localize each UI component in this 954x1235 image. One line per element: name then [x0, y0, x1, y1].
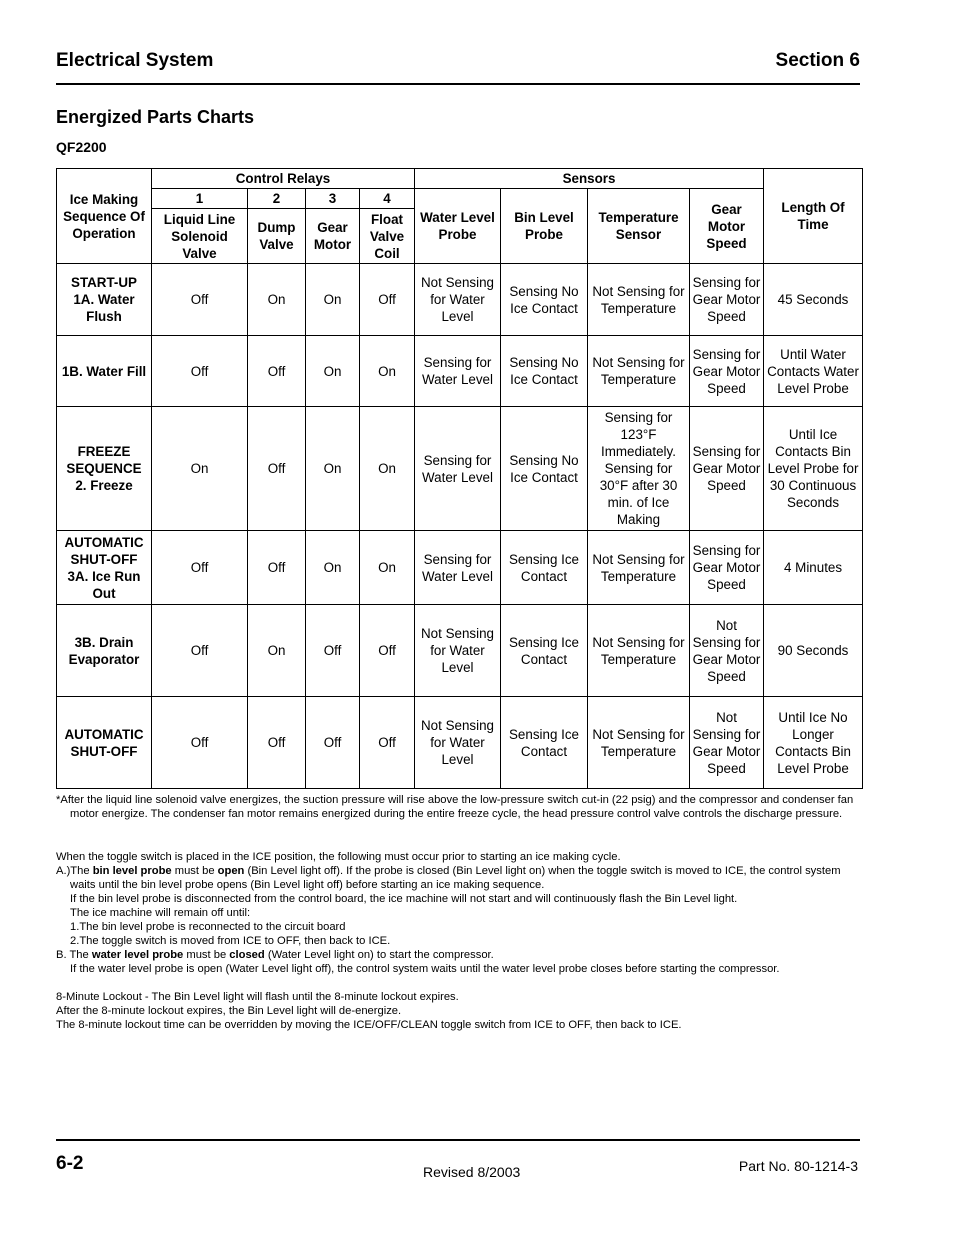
relay-state: Off: [306, 605, 360, 697]
relay-state: Off: [152, 531, 248, 605]
section-number: Section 6: [775, 50, 860, 71]
page-title: Energized Parts Charts: [56, 107, 255, 127]
relay-state: On: [152, 407, 248, 531]
sensor-state: Not Sensing for Gear Motor Speed: [690, 605, 764, 697]
header-length-of-time: Length Of Time: [764, 169, 863, 264]
sequence-cell: [57, 697, 152, 789]
relay-state: On: [360, 336, 415, 407]
sensor-state: Not Sensing for Water Level: [415, 697, 501, 789]
stage-line: 3A. Ice Run Out: [67, 568, 141, 601]
relay-state: Off: [248, 407, 306, 531]
note-a: [56, 864, 862, 892]
length-of-time: 4 Minutes: [764, 531, 863, 605]
intro-text: When the toggle switch is placed in the ICE position, the following must occur prior to starting an ice making cycle.: [56, 851, 621, 863]
lockout-line: The 8-minute lockout time can be overridden by moving the ICE/OFF/CLEAN toggle switch from ICE to OFF, then back to ICE.: [56, 1019, 682, 1031]
stage-line: FREEZE SEQUENCE: [66, 444, 142, 476]
stage-line: AUTOMATIC SHUT-OFF: [64, 534, 144, 567]
operation-notes: [56, 850, 862, 976]
relay-state: Off: [360, 264, 415, 336]
sensor-state: Sensing Ice Contact: [501, 605, 588, 697]
sequence-cell: [57, 531, 152, 605]
header-control-relays: Control Relays: [152, 169, 415, 189]
sensor-state: Sensing No Ice Contact: [501, 264, 588, 336]
sensor-header: Gear Motor Speed: [690, 189, 764, 264]
footer-rule: [56, 1139, 860, 1141]
note-b-bold: closed: [229, 949, 265, 961]
relay-number: 3: [306, 189, 360, 209]
sensor-state: Not Sensing for Water Level: [415, 605, 501, 697]
energized-parts-table: [56, 168, 863, 789]
page-number: 6-2: [56, 1153, 84, 1174]
stage-line: AUTOMATIC SHUT-OFF: [64, 726, 144, 759]
sensor-header: Water Level Probe: [415, 189, 501, 264]
lockout-line: 8-Minute Lockout - The Bin Level light will flash until the 8-minute lockout expires.: [56, 991, 459, 1003]
stage-line: 1B. Water Fill: [61, 363, 147, 379]
note-a-bold: open: [217, 865, 245, 877]
length-of-time: Until Ice Contacts Bin Level Probe for 30 Continuous Seconds: [764, 407, 863, 531]
note-a-line: 2.The toggle switch is moved from ICE to OFF, then back to ICE.: [70, 935, 391, 947]
relay-state: Off: [360, 697, 415, 789]
relay-state: On: [360, 407, 415, 531]
note-b-prefix: B. The: [56, 949, 92, 961]
sensor-state: Sensing for 123°F Immediately. Sensing for 30°F after 30 min. of Ice Making: [588, 407, 690, 531]
sensor-state: Not Sensing for Water Level: [415, 264, 501, 336]
sensor-state: Sensing for Gear Motor Speed: [690, 336, 764, 407]
relay-header: Dump Valve: [248, 209, 306, 264]
footnote: [56, 793, 862, 821]
sensor-state: Not Sensing for Temperature: [588, 531, 690, 605]
sensor-state: Sensing for Water Level: [415, 336, 501, 407]
relay-number: 4: [360, 189, 415, 209]
sensor-state: Sensing for Water Level: [415, 531, 501, 605]
relay-state: On: [306, 531, 360, 605]
length-of-time: Until Ice No Longer Contacts Bin Level Probe: [764, 697, 863, 789]
note-b: [56, 948, 862, 962]
revision-date: Revised 8/2003: [423, 1164, 521, 1180]
sensor-state: Sensing No Ice Contact: [501, 336, 588, 407]
stage-line: START-UP: [71, 275, 137, 290]
sensor-state: Sensing for Gear Motor Speed: [690, 264, 764, 336]
table-row: [57, 697, 863, 789]
relay-state: Off: [306, 697, 360, 789]
length-of-time: Until Water Contacts Water Level Probe: [764, 336, 863, 407]
relay-header: Gear Motor: [306, 209, 360, 264]
note-a-prefix: A.)The: [56, 865, 93, 877]
footnote-text: *After the liquid line solenoid valve energizes, the suction pressure will rise above the low-pressure switch cut-in (22 psig) and the compressor and condenser fan motor energize. The condenser fan motor remains energized during the entire freeze cycle, the head pressure control valve controls the discharge pressure.: [56, 794, 854, 820]
table-row: [57, 336, 863, 407]
note-b-line: If the water level probe is open (Water Level light off), the control system waits until the water level probe closes before starting the compressor.: [70, 963, 780, 975]
lockout-line: After the 8-minute lockout expires, the Bin Level light will de-energize.: [56, 1005, 402, 1017]
relay-state: On: [306, 264, 360, 336]
note-b-mid: must be: [183, 949, 230, 961]
note-a-text: (Bin Level light off). If the probe is closed (Bin Level light on) when the toggle switch is moved to ICE, the control system waits until the bin level probe opens (Bin Level light off) before starting an ice making sequence.: [70, 865, 841, 891]
relay-state: On: [248, 264, 306, 336]
model-label: QF2200: [56, 139, 107, 155]
relay-state: Off: [152, 697, 248, 789]
sequence-cell: [57, 264, 152, 336]
length-of-time: 45 Seconds: [764, 264, 863, 336]
sequence-cell: [57, 336, 152, 407]
relay-state: Off: [152, 336, 248, 407]
page-header: [56, 50, 860, 72]
sensor-state: Sensing for Gear Motor Speed: [690, 531, 764, 605]
sensor-state: Sensing for Gear Motor Speed: [690, 407, 764, 531]
header-sequence: Ice Making Sequence Of Operation: [57, 169, 152, 264]
header-rule: [56, 83, 860, 85]
sensor-state: Not Sensing for Temperature: [588, 336, 690, 407]
table-row: [57, 605, 863, 697]
note-a-mid: must be: [171, 865, 218, 877]
table-row: [57, 531, 863, 605]
sensor-state: Not Sensing for Temperature: [588, 605, 690, 697]
part-number: Part No. 80-1214-3: [738, 1158, 858, 1174]
length-of-time: 90 Seconds: [764, 605, 863, 697]
header-sensors: Sensors: [415, 169, 764, 189]
sensor-header: Bin Level Probe: [501, 189, 588, 264]
relay-state: On: [248, 605, 306, 697]
sensor-state: Sensing Ice Contact: [501, 697, 588, 789]
stage-line: 1A. Water Flush: [73, 292, 135, 324]
relay-state: On: [360, 531, 415, 605]
sensor-state: Not Sensing for Temperature: [588, 264, 690, 336]
relay-state: Off: [248, 697, 306, 789]
relay-header: Liquid Line Solenoid Valve: [152, 209, 248, 264]
note-a-line: The ice machine will remain off until:: [70, 907, 251, 919]
note-a-line: 1.The bin level probe is reconnected to the circuit board: [70, 921, 346, 933]
relay-state: On: [306, 407, 360, 531]
relay-header: Float Valve Coil: [360, 209, 415, 264]
sensor-state: Not Sensing for Temperature: [588, 697, 690, 789]
relay-state: Off: [360, 605, 415, 697]
lockout-notes: [56, 990, 862, 1032]
sensor-state: Sensing for Water Level: [415, 407, 501, 531]
relay-state: Off: [152, 605, 248, 697]
section-title: Electrical System: [56, 50, 214, 71]
relay-state: Off: [248, 531, 306, 605]
sensor-state: Sensing Ice Contact: [501, 531, 588, 605]
note-b-bold: water level probe: [91, 949, 184, 961]
sensor-header: Temperature Sensor: [588, 189, 690, 264]
table-row: [57, 264, 863, 336]
note-b-text: (Water Level light on) to start the compressor.: [264, 949, 494, 961]
relay-state: On: [306, 336, 360, 407]
relay-state: Off: [248, 336, 306, 407]
sensor-state: Sensing No Ice Contact: [501, 407, 588, 531]
stage-line: 3B. Drain Evaporator: [68, 634, 140, 667]
stage-line: 2. Freeze: [75, 478, 133, 493]
note-a-line: If the bin level probe is disconnected from the control board, the ice machine will not start and will continuously flash the Bin Level light.: [70, 893, 738, 905]
sequence-cell: [57, 605, 152, 697]
table-row: [57, 407, 863, 531]
relay-number: 1: [152, 189, 248, 209]
sensor-state: Not Sensing for Gear Motor Speed: [690, 697, 764, 789]
sequence-cell: [57, 407, 152, 531]
note-a-bold: bin level probe: [92, 865, 172, 877]
relay-number: 2: [248, 189, 306, 209]
relay-state: Off: [152, 264, 248, 336]
